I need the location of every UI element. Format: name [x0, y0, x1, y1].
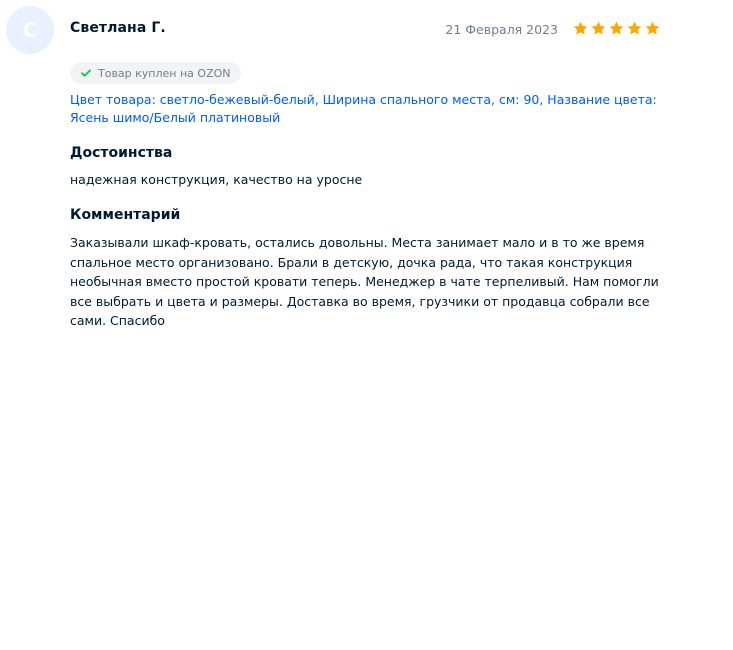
purchased-badge [70, 62, 241, 84]
star-icon [590, 20, 607, 37]
star-icon [644, 20, 661, 37]
advantages-text: надежная конструкция, качество на уросне [70, 172, 363, 187]
avatar-letter: С [22, 18, 38, 42]
avatar [6, 6, 54, 54]
comment-heading: Комментарий [70, 207, 181, 223]
product-variant-link[interactable]: Цвет товара: светло-бежевый-белый, Ширина спального места, см: 90, Название цвета: Ясень шимо/Белый платиновый [70, 92, 657, 125]
advantages-heading: Достоинства [70, 145, 173, 161]
review-author-name[interactable]: Светлана Г. [70, 20, 166, 36]
star-icon [572, 20, 589, 37]
rating-stars [572, 20, 661, 37]
star-icon [608, 20, 625, 37]
review-date: 21 Февраля 2023 [445, 22, 558, 37]
star-icon [626, 20, 643, 37]
check-icon [80, 67, 92, 79]
purchased-badge-label: Товар куплен на OZON [98, 66, 231, 80]
comment-text: Заказывали шкаф-кровать, остались довольны. Места занимает мало и в то же время спальное место организовано. Брали в детскую, дочка рада, что такая конструкция необычная вместо простой кровати теперь. Менеджер в чате терпеливый. Нам помогли все выбрать и цвета и размеры. Доставка во время, грузчики от продавца собрали все сами. Спасибо [70, 235, 659, 328]
